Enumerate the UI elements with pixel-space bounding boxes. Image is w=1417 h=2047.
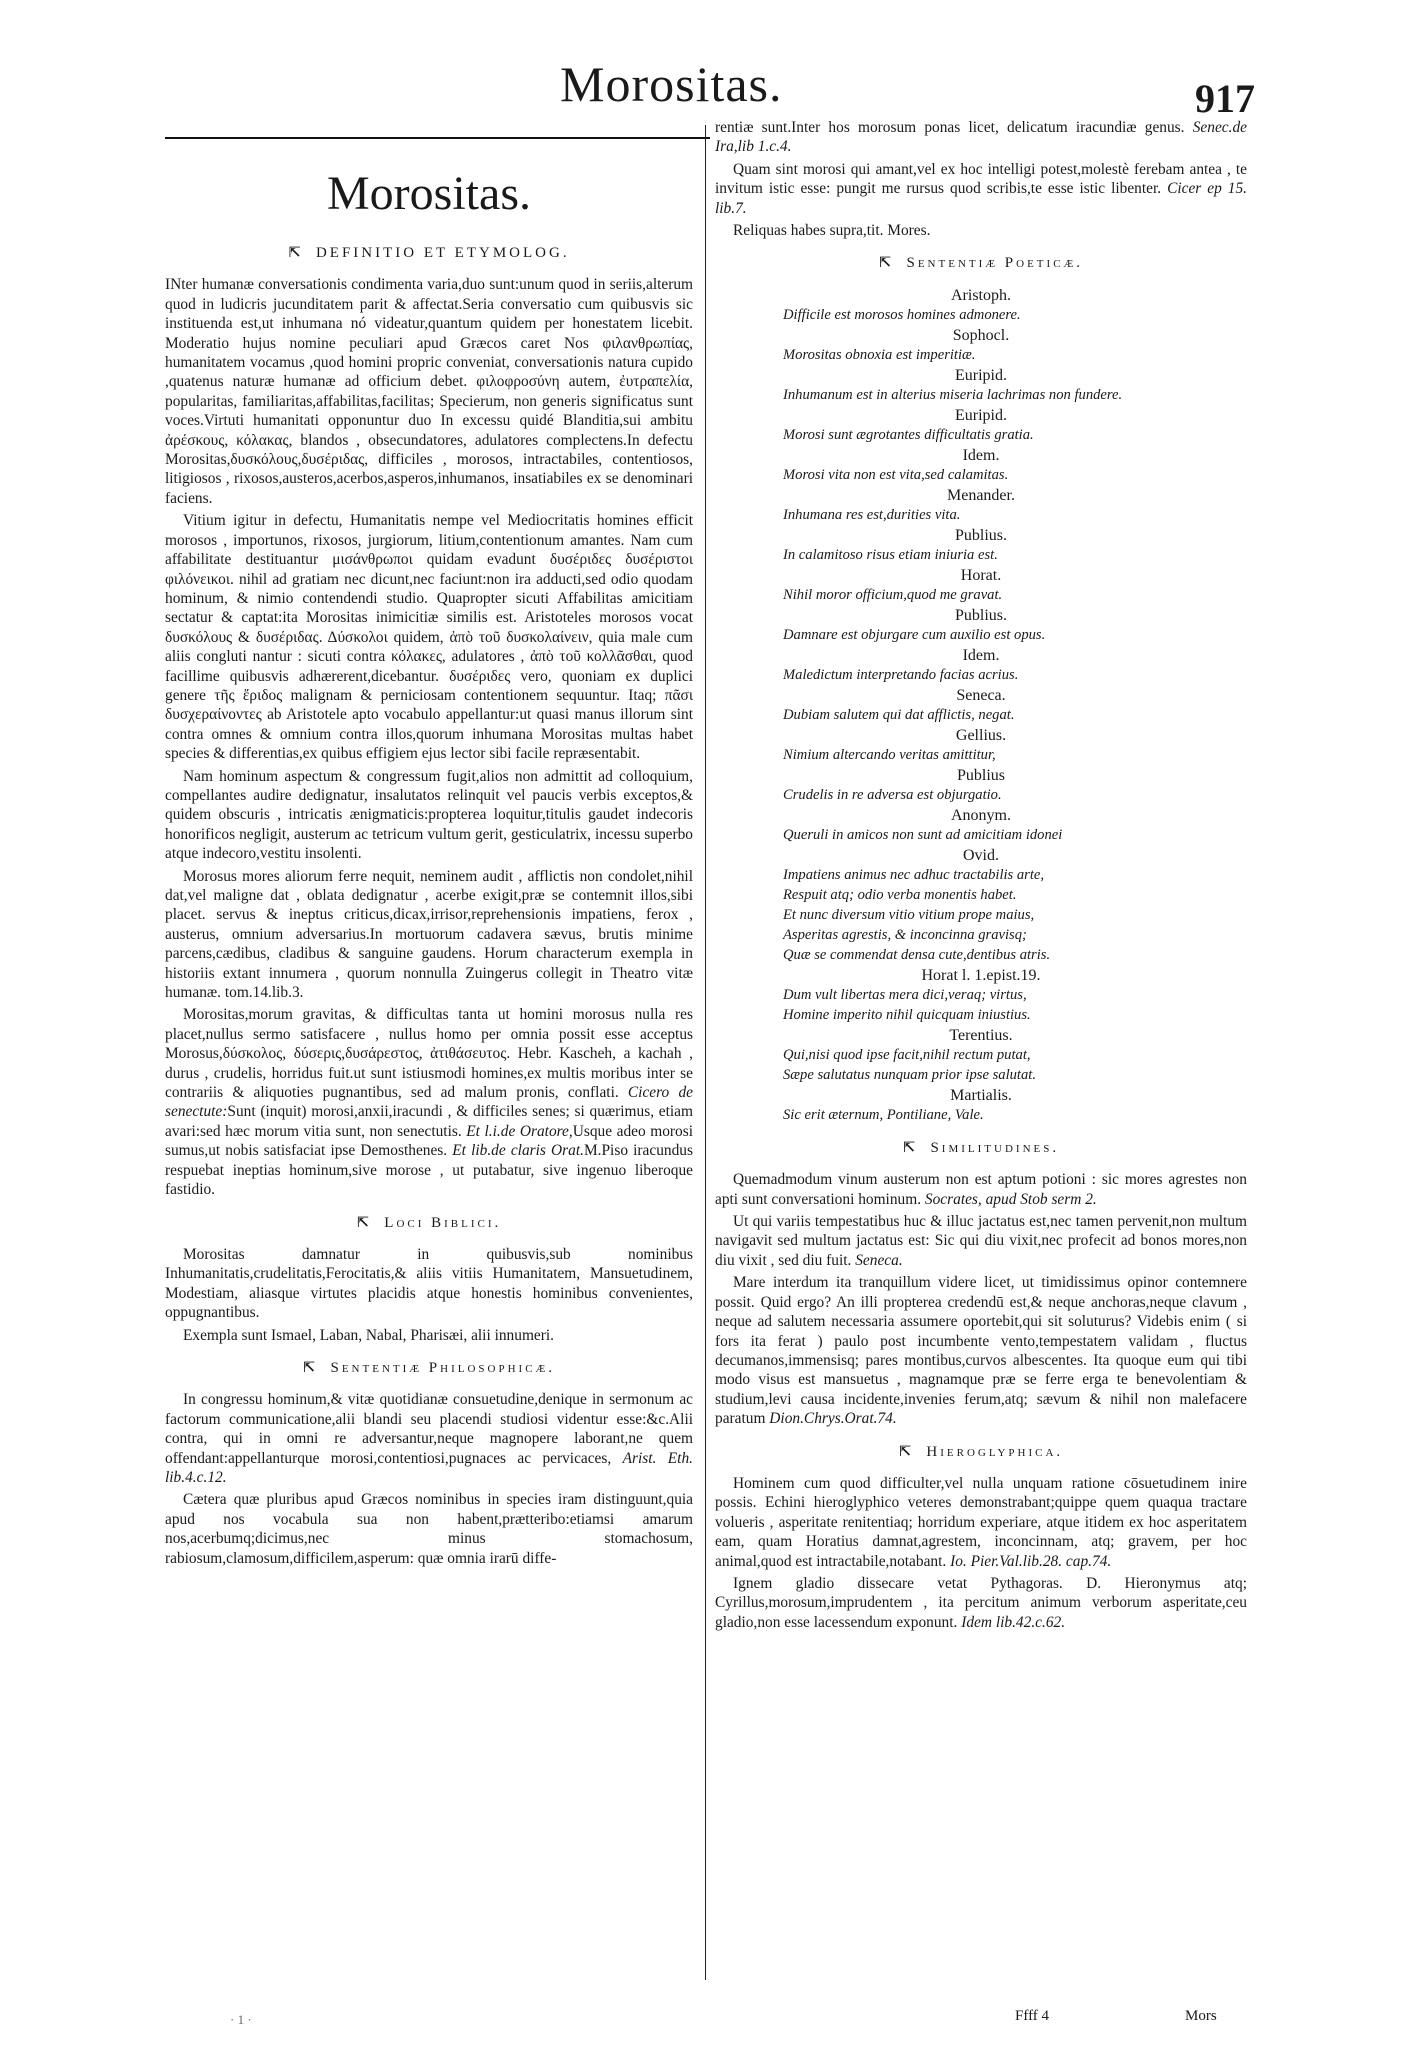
verse-line: Queruli in amicos non sunt ad amicitiam idonei	[783, 826, 1063, 843]
paragraph: Vitium igitur in defectu, Humanitatis nempe vel Mediocritatis homines efficit morosos , importunos, rixosos, jurgiorum, litium,contentionum amantes. Nam cum affabilitate destituantur μισάνθρωποι quidam evadunt δυσέριδες δυσέριστοι φιλόνεικοι. nihil ad gratiam nec dicunt,nec faciunt:non ira adducti,sed odio quodam hominum, & nimio contendendi studio. Quapropter sicuti Affabilitas amicitiam sectatur & captat:ita Morositas inimicitiæ similis est. Aristoteles morosos vocat δυσκόλους & δυσέριδας. Δύσκολοι quidem, ἀπὸ τοῦ δυσκολαίνειν, quia male cum aliis congluti nantur : sicuti contra κόλακες, adulatores , ἀπὸ τοῦ κολλᾶσθαι, quod facillime quibusvis adhærerent,dicebantur. δυσέριδες vero, quoniam ex duplici genere τῆς ἔριδος malignam & perniciosam contentionem sequuntur. Itaq; πᾶσι δυσχεραίνοντες ab Aristotele apto vocabulo appellantur:ut quasi manus illorum sint contra omnes & omnium contra illos,quorum inhumana Morositas multas habet species & differentias,ex quibus effigiem ejus lector sibi facile repræsentabit.	[165, 512, 693, 763]
paragraph	[715, 1273, 1247, 1428]
paragraph: Morositas damnatur in quibusvis,sub nominibus Inhumanitatis,crudelitatis,Ferocitatis,& aliis vitiis Humanitatem, Mansuetudinem, Modestiam, aliasque virtutes placidis atque honestis hominibus convenientes, oppugnantibus.	[165, 1245, 693, 1322]
running-title: Morositas.	[560, 56, 783, 112]
poet-name: Horat l. 1.epist.19.	[921, 966, 1041, 984]
poet-name: Aristoph.	[951, 286, 1011, 304]
paragraph-text: M.Piso iracundus respuebat ineptias hominum,sive morose , ut putabatur, sive ingenuo liberoque fastidio.	[165, 1142, 693, 1199]
section-heading-similitudines	[715, 1139, 1247, 1158]
verse-line: In calamitoso risus etiam iniuria est.	[783, 546, 998, 563]
citation: Io. Pier.Val.lib.28. cap.74.	[950, 1552, 1112, 1570]
section-heading-definitio	[165, 244, 693, 263]
citation: Seneca.	[855, 1251, 903, 1269]
heading-text: Hieroglyphica.	[926, 1443, 1064, 1460]
citation: Et lib.de claris Orat.	[452, 1142, 584, 1160]
paragraph-text: Sunt (inquit) morosi,anxii,iracundi , & difficiles senes; si quærimus, etiam avari:sed hæc morum vitia sunt, non senectutis.	[165, 1103, 693, 1140]
verse-line: Dubiam salutem qui dat afflictis, negat.	[783, 706, 1015, 723]
paragraph	[715, 1574, 1247, 1632]
verse-line: Maledictum interpretando facias acrius.	[783, 666, 1019, 683]
paragraph-mark-icon: ⇱	[288, 245, 304, 261]
heading-text: Sententiæ Philosophicæ.	[330, 1359, 556, 1376]
paragraph	[165, 1390, 693, 1487]
citation: Senec.de Ira,lib 1.c.4.	[715, 119, 1247, 156]
catchword: Mors	[1185, 2008, 1217, 2024]
paragraph	[715, 1170, 1247, 1209]
citation: Arist. Eth. lib.4.c.12.	[165, 1449, 693, 1486]
poet-name: Anonym.	[951, 806, 1011, 824]
verse-line: Respuit atq; odio verba monentis habet.	[783, 886, 1017, 903]
paragraph: INter humanæ conversationis condimenta varia,duo sunt:unum quod in seriis,alterum quod in ludicris jucunditatem parit & affectat.Seria conversatio cum quibusvis sic instituenda est,ut inhumana nó videatur,quantum quidem per honestatem licebit. Moderatio hujus nomine peculiari apud Græcos caret Nos φιλανθρωπίας, humanitatem vocamus ,quod homini propric conveniat, conversationis natura cupido ,quatenus naturæ humanæ ad officium debet. φιλοφροσύνη autem, ἐυτραπελία, popularitas, familiaritas,affabilitas,facilitas; Specierum, non generis significatus sunt voces.Virtuti humanitati opponuntur duo In excessu quidé Blanditia,sui ambitu ἀρέσκους, κόλακας, blandos , obsecundatores, adulatores complectens.In defectu Morositas,δυσκόλους,δυσέριδας, difficiles , morosos, intractabiles, contentiosos, litigiosos , rixosos,austeros,acerbos,asperos,inhumanos, insatiabiles ex se denominari faciens.	[165, 276, 693, 507]
paragraph-text: Hominem cum quod difficulter,vel nulla unquam ratione cōsuetudinem inire possis. Echini hieroglyphico veteres demonstrabant;quippe quem quaqua tractare volueris , asperitate renitentiaq; horridum experiare, atque itidem ex hoc asperitatem eam, quam Horatius damnat,agrestem, inconcinnam, atq; gravem, per hoc animal,quod est intractabile,notabant.	[715, 1474, 1247, 1570]
paragraph-text: Mare interdum ita tranquillum videre licet, ut timidissimus opinor contemnere possit. Quid ergo? An illi propterea credendū est,& neque anchoras,neque clavum , neque ad salutem necessaria assumere oportebit,qui sit soluturus? Videbis enim ( si fors ita ferat ) paulo post incumbente vento,tempestatem validam , fluctus decumanos,immensisq; pares montibus,curvos albescentes. Ita quoque eum qui tibi modo visus est mansuetus , magnamque præ se ferre erga te benevolentiam & studium,levi causa incidente,invenies ferum,atq; sævum & nihil non malefacere paratum	[715, 1274, 1247, 1428]
poet-name: Menander.	[947, 486, 1015, 504]
right-column	[715, 118, 1247, 1635]
poet-name: Seneca.	[956, 686, 1006, 704]
citation: Dion.Chrys.Orat.74.	[769, 1410, 897, 1428]
paragraph-text: rentiæ sunt.Inter hos morosum ponas licet, delicatum iracundiæ genus.	[715, 119, 1185, 136]
section-heading-biblici	[165, 1214, 693, 1233]
verse-line: Inhumanum est in alterius miseria lachrimas non fundere.	[783, 386, 1123, 403]
paragraph	[165, 1005, 693, 1199]
poet-name: Gellius.	[955, 726, 1007, 744]
verse-line: Morosi sunt ægrotantes difficultatis gratia.	[783, 426, 1034, 443]
header-rule	[165, 137, 710, 139]
heading-text: Similitudines.	[930, 1139, 1060, 1156]
paragraph: Cætera quæ pluribus apud Græcos nominibus in species iram distinguunt,quia apud nos vocabula sua non habent,prætteribo:etiamsi amarum nos,acerbumq;dicimus,nec minus stomachosum, rabiosum,clamosum,difficilem,asperum: quæ omnia irarū diffe-	[165, 1491, 693, 1567]
poet-name: Euripid.	[955, 406, 1007, 424]
verse-line: Inhumana res est,durities vita.	[783, 506, 961, 523]
paragraph: Morosus mores aliorum ferre nequit, neminem audit , afflictis non condolet,nihil dat,vel maligne dat , oblata dedignatur , acerbe exigit,præ se contemnit illos,sibi placet. servus & ineptus criticus,dicax,irrisor,reprehensionis impatiens, ferox , austerus, omnium adversarius.In mortuorum cadavera sævus, brutis minime parcens,cædibus, cladibus & sanguine gaudens. Horum characterum exempla in historiis extant innumera , quorum nonnulla Zuingerus collegit in Theatro vitæ humanæ. tom.14.lib.3.	[165, 867, 693, 1002]
paragraph-mark-icon: ⇱	[898, 1443, 915, 1460]
paragraph-text: Usque adeo morosi sumus,ut nobis satisfaciat ipse Demosthenes.	[165, 1122, 694, 1160]
section-heading-poeticae	[715, 254, 1247, 273]
verse-line: Asperitas agrestis, & inconcinna gravisq;	[783, 926, 1027, 943]
poet-name: Publius.	[954, 526, 1007, 544]
citation: Cicero de senectute:	[165, 1084, 693, 1121]
verse-line: Homine imperito nihil quicquam iniustius.	[783, 1006, 1031, 1023]
paragraph-mark-icon: ⇱	[878, 255, 895, 272]
poet-name: Idem.	[962, 446, 1000, 464]
paragraph	[715, 1474, 1247, 1571]
section-heading-hieroglyphica	[715, 1443, 1247, 1462]
poetic-sentences	[715, 286, 1247, 1125]
verse-line: Nimium altercando veritas amittitur,	[783, 746, 996, 763]
paragraph-text: In congressu hominum,& vitæ quotidianæ consuetudine,denique in sermonum ac factorum communicatione,alii blandi seu placendi studiosi videntur esse:&c.Alii contra, qui in omni re adversantur,neque magnopere laborant,ne quem offendant:appellanturque morosi,contentiosi,pugnaces ac pervicaces,	[165, 1391, 693, 1467]
verse-line: Morositas obnoxia est imperitiæ.	[783, 346, 976, 363]
paragraph	[715, 160, 1247, 218]
paragraph-text: Quam sint morosi qui amant,vel ex hoc intelligi potest,molestè ferebam antea , te invitum istic esse: pungit me rursus quod scribis,te esse istic libenter.	[715, 160, 1247, 198]
verse-line: Crudelis in re adversa est objurgatio.	[783, 786, 1002, 803]
page-number: 917	[1195, 76, 1255, 121]
paragraph	[715, 118, 1247, 157]
paragraph-text: Ut qui variis tempestatibus huc & illuc jactatus est,nec tamen pervenit,non multum navigavit sed multum jactatus est: Sic qui diu vixit,nec profecit ad bonos mores,non diu vixit , sed diu fuit.	[715, 1213, 1247, 1269]
verse-line: Damnare est objurgare cum auxilio est opus.	[783, 626, 1046, 643]
poet-name: Publius.	[954, 606, 1007, 624]
paragraph: Reliquas habes supra,tit. Mores.	[733, 222, 931, 240]
verse-line: Sæpe salutatus nunquam prior ipse salutat.	[783, 1066, 1036, 1083]
paragraph-text: Ignem gladio dissecare vetat Pythagoras. D. Hieronymus atq; Cyrillus,morosum,imprudentem , ita percitum animum verborum asperitate,ceu gladio,non esse lacessendum exponunt.	[715, 1574, 1247, 1631]
citation: Idem lib.42.c.62.	[961, 1613, 1066, 1631]
citation: Socrates, apud Stob serm 2.	[924, 1190, 1097, 1208]
citation: Et l.i.de Oratore,	[466, 1122, 573, 1140]
poet-name: Euripid.	[955, 366, 1007, 384]
poet-name: Idem.	[962, 646, 1000, 664]
poet-name: Publius	[956, 766, 1005, 784]
column-divider	[705, 125, 706, 1980]
signature-mark: Ffff 4	[1015, 2008, 1050, 2024]
verse-line: Dum vult libertas mera dici,veraq; virtus,	[783, 986, 1027, 1003]
paragraph: Exempla sunt Ismael, Laban, Nabal, Pharisæi, alii innumeri.	[183, 1326, 554, 1344]
verse-line: Nihil moror officium,quod me gravat.	[783, 586, 1003, 603]
left-column	[165, 160, 693, 1571]
paragraph: Nam hominum aspectum & congressum fugit,alios non admittit ad colloquium, compellantes audire dedignatur, insalutatos relinquit vel paucis verbis exceptos,& quidem obscuris , intricatis ænigmaticis:propterea loquitur,titulis gaudet indecoris honorificos negligit, austerum ac tetricum vultum gerit, gesticulatrix, incessu superbo atque indecoro,vestitu insolenti.	[165, 767, 693, 863]
paragraph-text: Quemadmodum vinum austerum non est aptum potioni : sic mores agrestes non apti sunt conversationi hominum.	[715, 1171, 1247, 1208]
section-heading-philosophicae	[165, 1359, 693, 1378]
poet-name: Sophocl.	[952, 326, 1010, 344]
verse-line: Morosi vita non est vita,sed calamitas.	[783, 466, 1009, 483]
verse-line: Et nunc diversum vitio vitium prope maius,	[783, 906, 1035, 923]
heading-text: Sententiæ Poeticæ.	[906, 255, 1084, 272]
heading-text: Loci Biblici.	[384, 1214, 502, 1231]
paragraph-text: Morositas,morum gravitas, & difficultas tanta ut homini morosus nulla res placet,nullus sermo satisfacere , nullus homo per omnia possit esse acceptus Morosus,δύσκολος, δύσερις,δυσάρεστος, ἀτιθάσευτος. Hebr. Kascheh, a kachah , durus , crudelis, horridus fuit.ut sunt istiusmodi homines,ex multis moribus inter se contrariis & aliquoties pugnantibus, sed ad malum pronis, conflati.	[165, 1006, 693, 1102]
verse-line: Qui,nisi quod ipse facit,nihil rectum putat,	[783, 1046, 1031, 1063]
poet-name: Terentius.	[949, 1026, 1013, 1044]
poet-name: Martialis.	[950, 1086, 1012, 1104]
verse-line: Difficile est morosos homines admonere.	[783, 306, 1021, 323]
heading-text: DEFINITIO ET ETYMOLOG.	[315, 245, 570, 261]
paragraph-mark-icon: ⇱	[902, 1139, 919, 1156]
poet-name: Ovid.	[963, 846, 999, 864]
article-title: Morositas.	[327, 167, 531, 220]
paragraph	[715, 1212, 1247, 1270]
citation: Cicer ep 15. lib.7.	[715, 180, 1247, 217]
paragraph-mark-icon: ⇱	[356, 1214, 373, 1231]
verse-line: Quæ se commendat densa cute,dentibus atris.	[783, 946, 1051, 963]
verse-line: Impatiens animus nec adhuc tractabilis arte,	[783, 866, 1045, 883]
margin-smudge: · 1 ·	[230, 2012, 252, 2027]
poet-name: Horat.	[960, 566, 1002, 584]
paragraph-mark-icon: ⇱	[302, 1359, 319, 1376]
verse-line: Sic erit æternum, Pontiliane, Vale.	[783, 1106, 984, 1123]
